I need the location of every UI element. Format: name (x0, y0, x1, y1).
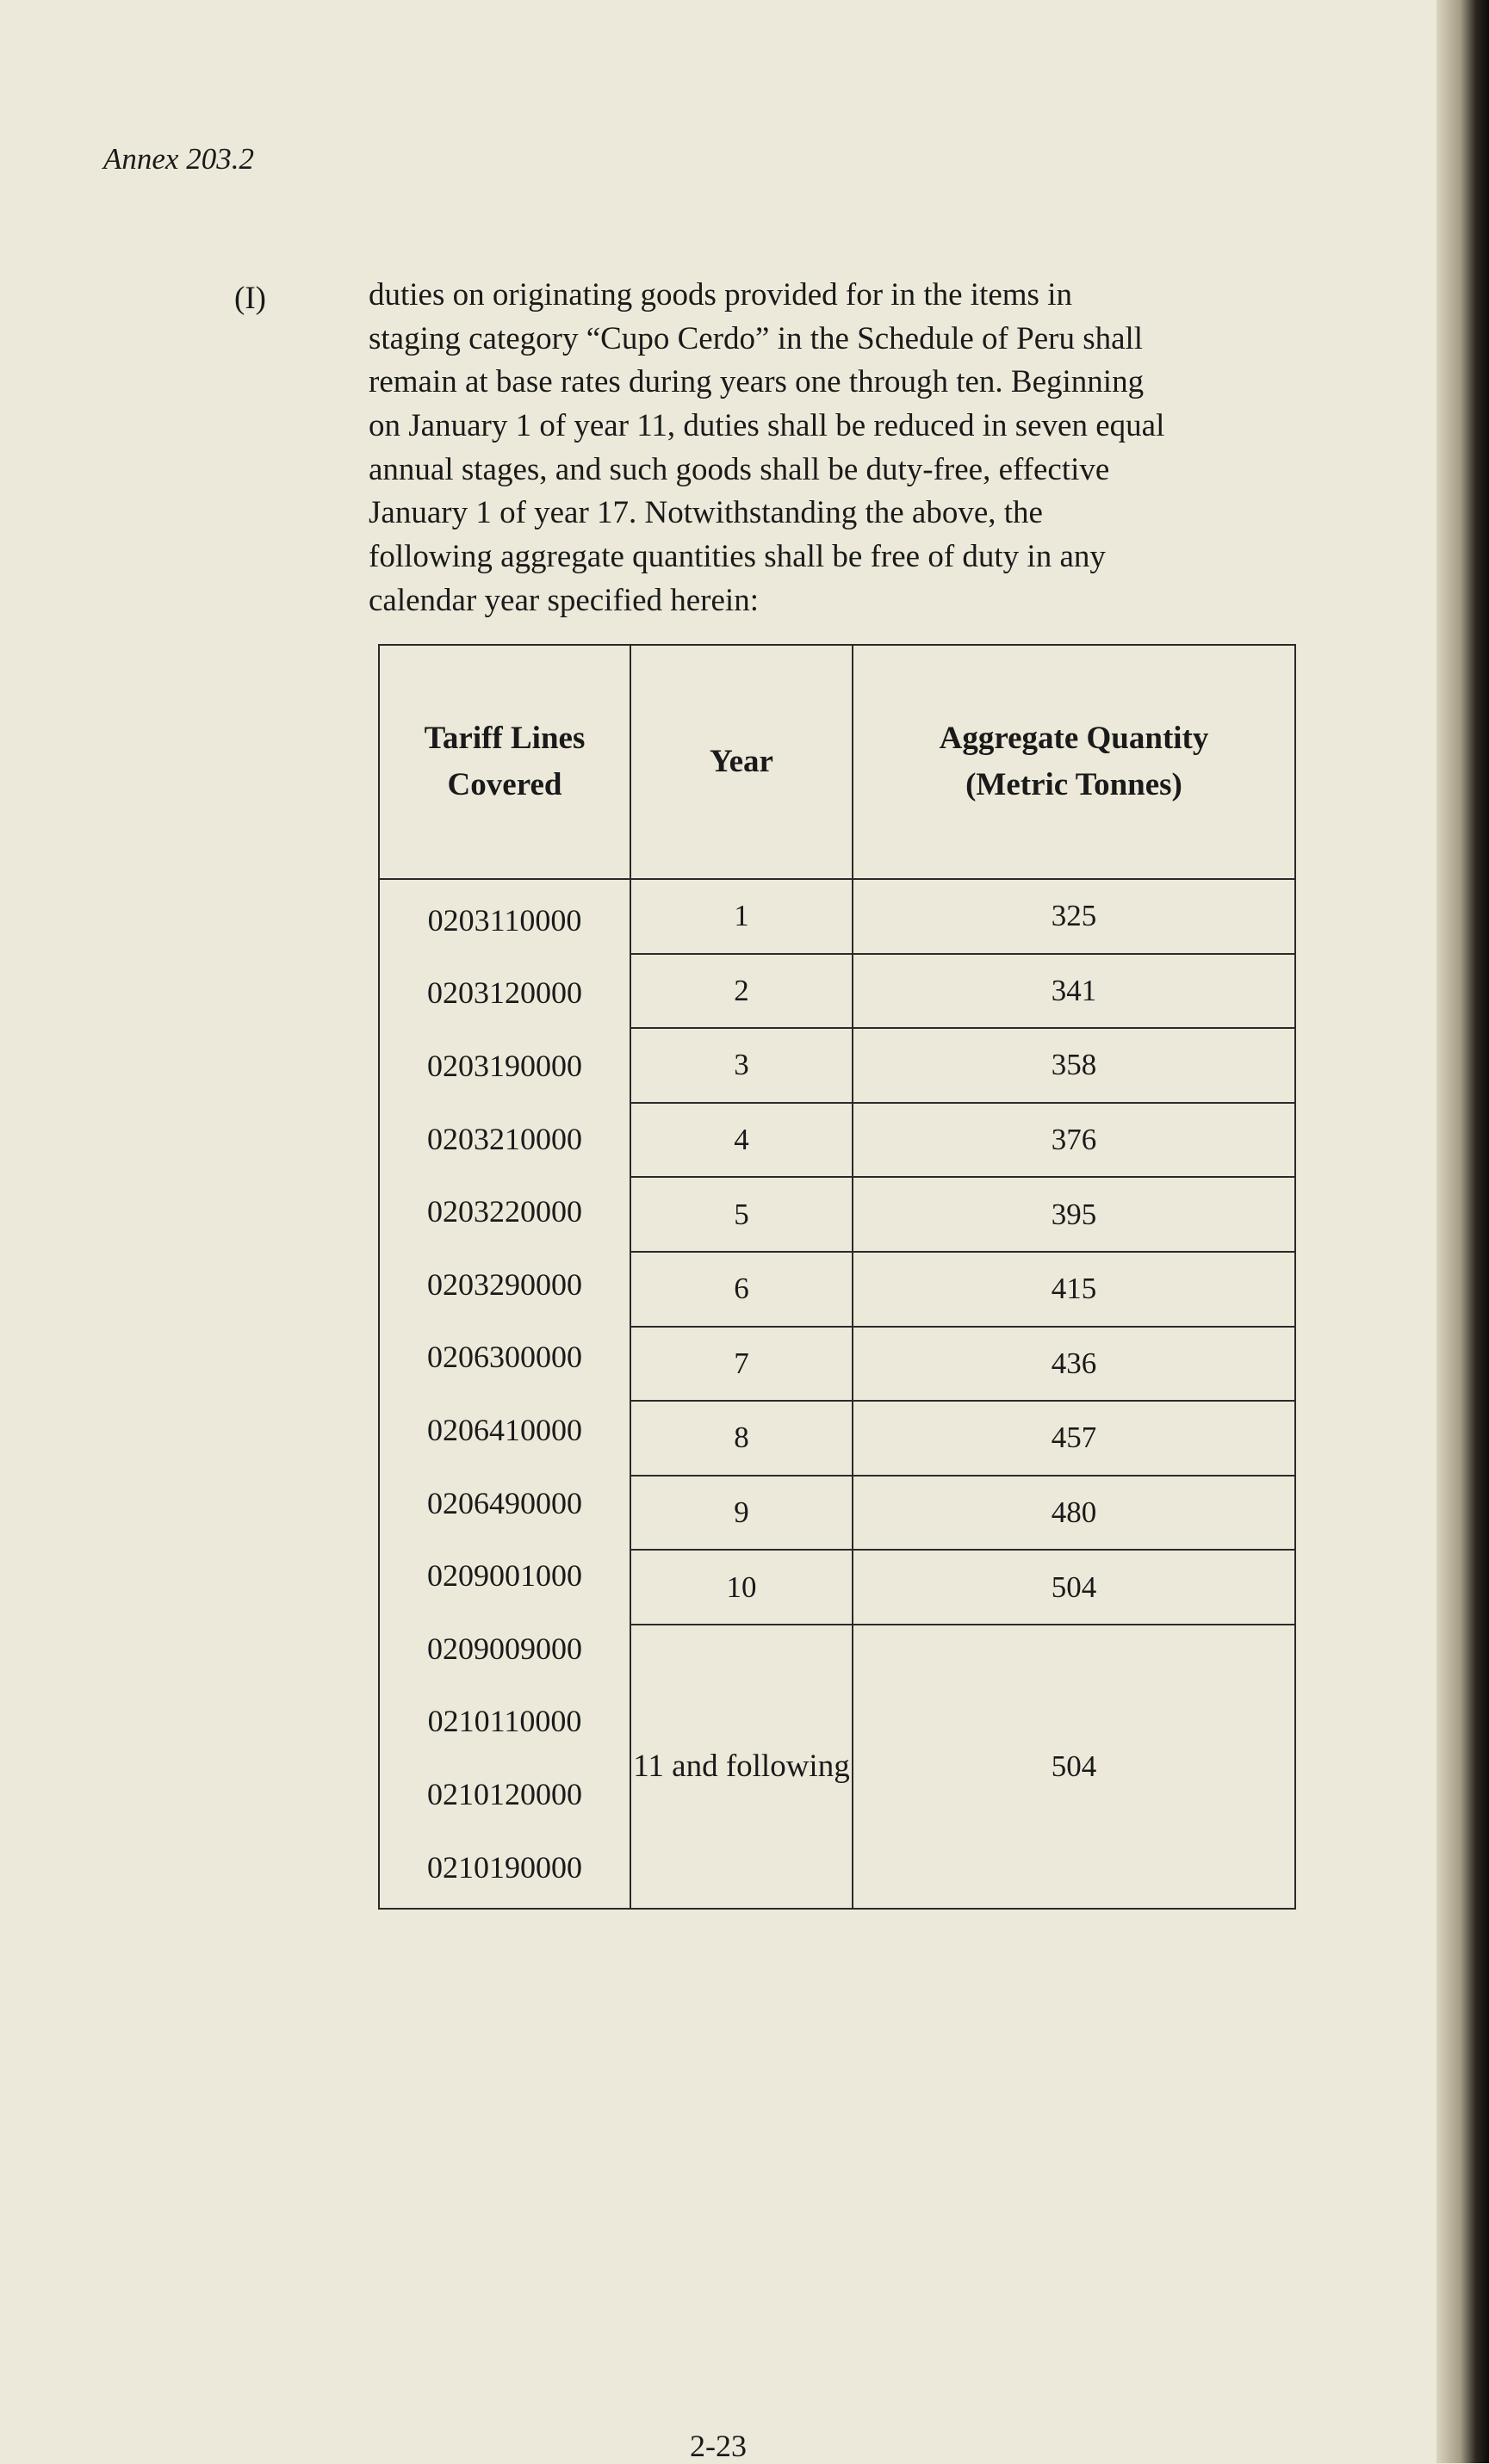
year-cell: 5 (630, 1177, 853, 1252)
year-cell: 9 (630, 1476, 853, 1551)
year-cell: 2 (630, 954, 853, 1029)
aggregate-quantity-table (378, 644, 1296, 1910)
book-spine-shadow (1436, 0, 1489, 2463)
page-number: 2-23 (690, 2429, 747, 2463)
annex-header: Annex 203.2 (103, 142, 254, 176)
quantity-cell: 358 (853, 1028, 1295, 1103)
year-cell: 4 (630, 1103, 853, 1178)
paragraph-line: on January 1 of year 11, duties shall be reduced in seven equal (369, 408, 1165, 444)
paragraph-line: following aggregate quantities shall be free of duty in any (369, 539, 1106, 575)
quantity-cell: 480 (853, 1476, 1295, 1551)
tariff-line: 0203210000 (427, 1121, 582, 1156)
tariff-line: 0209009000 (427, 1631, 582, 1666)
quantity-cell: 376 (853, 1103, 1295, 1178)
tariff-line: 0210120000 (427, 1776, 582, 1811)
year-cell: 7 (630, 1327, 853, 1402)
header-year: Year (630, 645, 853, 879)
tariff-line: 0206300000 (427, 1340, 582, 1375)
quantity-cell: 395 (853, 1177, 1295, 1252)
tariff-line: 0206490000 (427, 1485, 582, 1520)
item-paragraph (369, 274, 1299, 623)
tariff-line: 0206410000 (427, 1413, 582, 1447)
quantity-cell: 457 (853, 1401, 1295, 1476)
quantity-cell: 504 (853, 1550, 1295, 1625)
year-cell: 8 (630, 1401, 853, 1476)
year-cell: 10 (630, 1550, 853, 1625)
table-header-row (379, 645, 1295, 879)
tariff-line: 0209001000 (427, 1558, 582, 1594)
header-tariff-lines: Tariff Lines Covered (379, 645, 630, 879)
paragraph-line: January 1 of year 17. Notwithstanding the above, the (369, 495, 1043, 531)
tariff-line: 0203220000 (427, 1194, 582, 1229)
quantity-cell: 415 (853, 1252, 1295, 1327)
year-cell: 3 (630, 1028, 853, 1103)
tariff-line: 0203110000 (427, 902, 582, 938)
paragraph-line: staging category “Cupo Cerdo” in the Schedule of Peru shall (369, 320, 1144, 356)
quantity-cell: 436 (853, 1327, 1295, 1402)
paragraph-line: calendar year specified herein: (369, 582, 759, 618)
year-cell: 6 (630, 1252, 853, 1327)
header-aggregate-quantity: Aggregate Quantity (Metric Tonnes) (853, 645, 1295, 879)
item-label: (I) (234, 281, 266, 316)
tariff-line: 0210110000 (427, 1704, 582, 1739)
tariff-line: 0203190000 (427, 1049, 582, 1084)
year-cell: 1 (630, 879, 853, 954)
table-row (379, 879, 1295, 954)
tariff-line: 0210190000 (427, 1849, 582, 1885)
year-cell: 11 and following (630, 1625, 853, 1909)
tariff-lines-cell (379, 879, 630, 1909)
quantity-cell: 325 (853, 879, 1295, 954)
paragraph-line: annual stages, and such goods shall be duty-free, effective (369, 451, 1110, 487)
paragraph-line: remain at base rates during years one through ten. Beginning (369, 364, 1145, 400)
tariff-line: 0203290000 (427, 1266, 582, 1302)
quantity-cell: 504 (853, 1625, 1295, 1909)
quantity-cell: 341 (853, 954, 1295, 1029)
paragraph-line: duties on originating goods provided for in the items in (369, 277, 1072, 313)
tariff-line: 0203120000 (427, 975, 582, 1011)
